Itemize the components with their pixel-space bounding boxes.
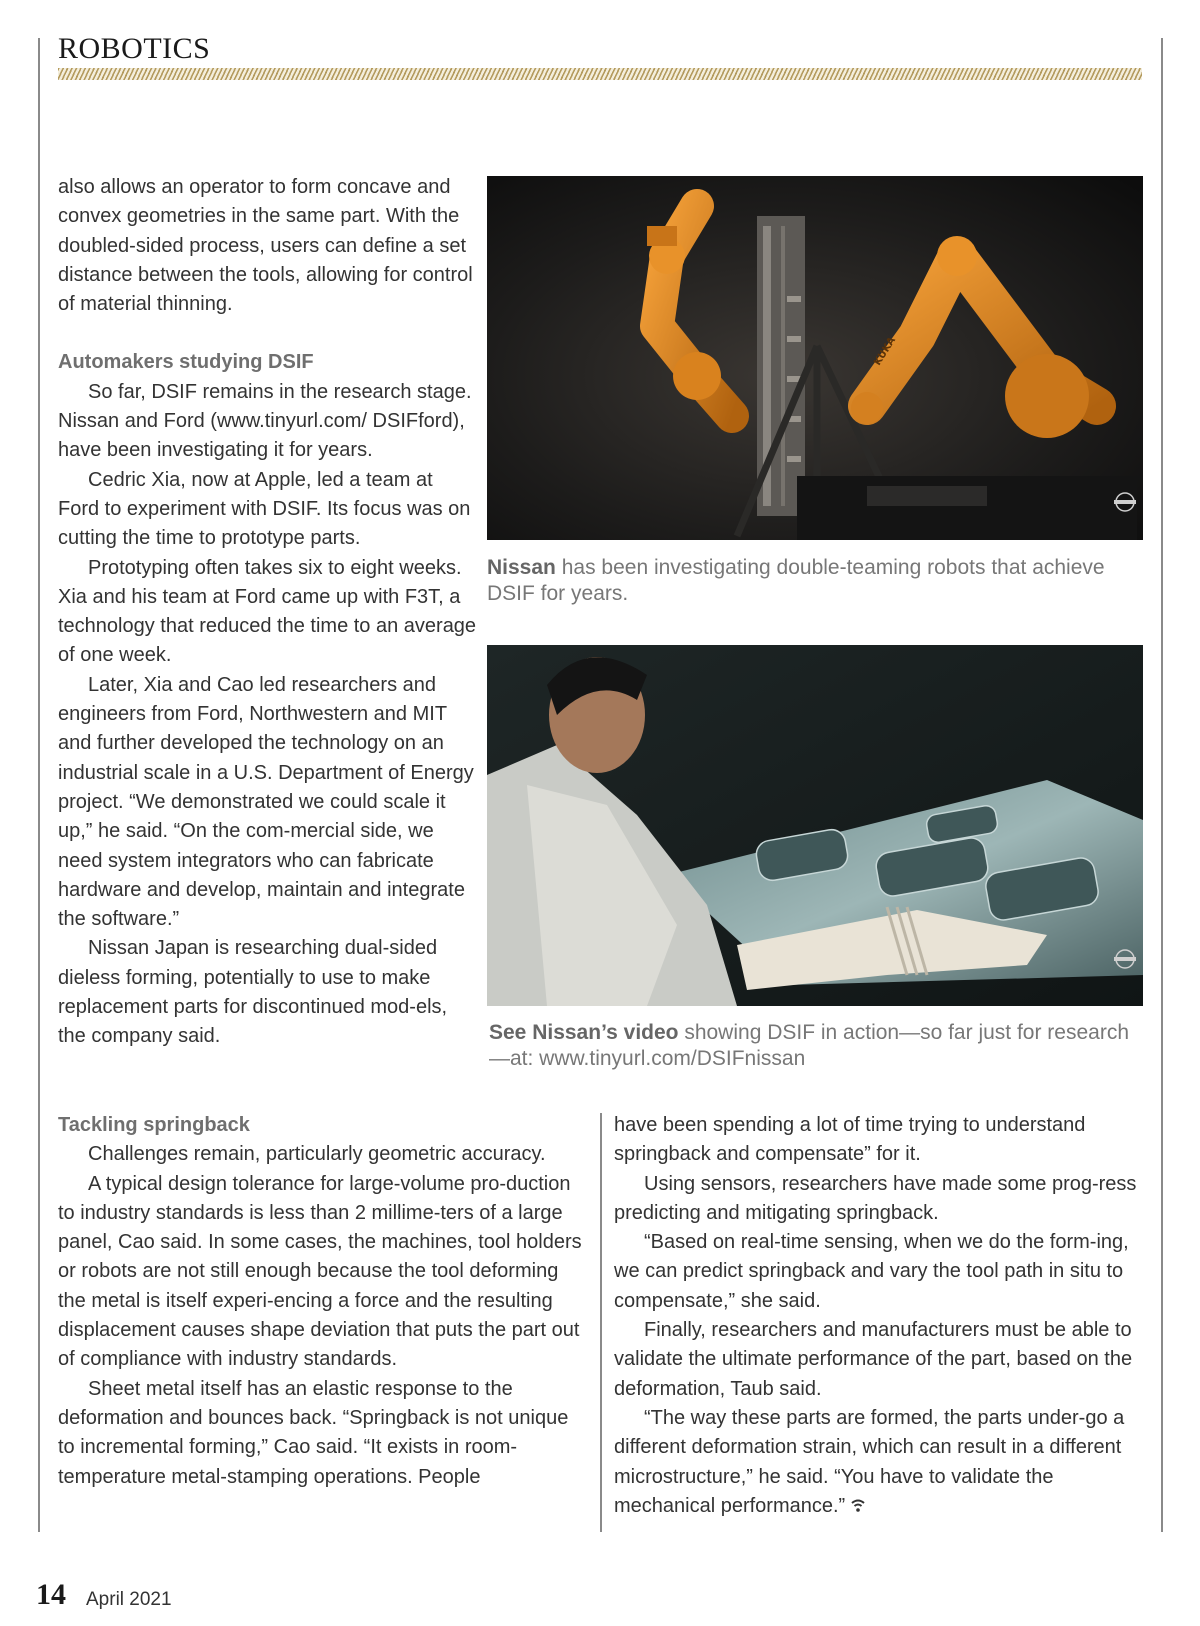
photo2-caption	[489, 1020, 1149, 1072]
worker-photo	[487, 645, 1143, 1006]
closing-text: “The way these parts are formed, the parts under-go a different deformation strain, which can result in a different microstructure,” he said. “You have to validate the mechanical performance.”	[614, 1406, 1125, 1517]
body-paragraph: Cedric Xia, now at Apple, led a team at Ford to experiment with DSIF. Its focus was on cutting the time to prototype parts.	[58, 468, 471, 550]
body-paragraph: Later, Xia and Cao led researchers and engineers from Ford, Northwestern and MIT and further developed the technology on an industrial scale in a U.S. Department of Energy project. “We demonstrated we could scale it up,” he said. “On the com-mercial side, we need system integrators who can fabricate hardware and develop, maintain and integrate the software.”	[58, 673, 474, 931]
subheading-springback: Tackling springback	[58, 1114, 250, 1136]
caption-bold: Nissan	[487, 556, 556, 579]
left-margin-rule	[38, 38, 40, 1532]
article-column-bottom-right	[614, 1111, 1152, 1521]
body-paragraph: Nissan Japan is researching dual-sided dieless forming, potentially to use to make replacement parts for discontinued mod-els, the company said.	[58, 937, 448, 1048]
caption-bold: See Nissan’s video	[489, 1021, 679, 1044]
caption-text: has been investigating double-teaming robots that achieve DSIF for years.	[487, 556, 1105, 605]
page-number: 14	[36, 1578, 66, 1611]
body-paragraph: So far, DSIF remains in the research stage. Nissan and Ford (www.tinyurl.com/ DSIFford), have been investigating it for years.	[58, 380, 472, 462]
caption-text: showing DSIF in action—so far just for research—at: www.tinyurl.com/DSIFnissan	[489, 1021, 1129, 1070]
body-paragraph: Using sensors, researchers have made some prog-ress predicting and mitigating springback.	[614, 1172, 1137, 1224]
section-header-band	[58, 68, 1142, 80]
article-column-bottom-left	[58, 1111, 588, 1492]
kuka-label: KUKA	[872, 335, 899, 368]
continuation-paragraph: have been spending a lot of time trying to understand springback and compensate” for it.	[614, 1114, 1086, 1166]
right-margin-rule	[1161, 38, 1163, 1532]
issue-date: April 2021	[86, 1589, 172, 1610]
photo1-caption	[487, 555, 1147, 607]
column-divider	[600, 1113, 602, 1532]
article-column-1	[58, 173, 478, 1052]
body-paragraph: Sheet metal itself has an elastic response to the deformation and bounces back. “Springback is not unique to incremental forming,” Cao said. “It exists in room-temperature metal-stamping operations. People	[58, 1377, 569, 1488]
body-paragraph: Challenges remain, particularly geometric accuracy.	[88, 1143, 546, 1166]
intro-paragraph: also allows an operator to form concave and convex geometries in the same part. With the doubled-sided process, users can define a set distance between the tools, allowing for control of material thinning.	[58, 176, 473, 316]
body-paragraph: A typical design tolerance for large-volume pro-duction to industry standards is less than 2 millime-ters of a large panel, Cao said. In some cases, the machines, tool holders or robots are not still enough because the tool deforming the metal is itself experi-encing a force and the resulting displacement causes shape deviation that puts the part out of compliance with industry standards.	[58, 1172, 582, 1371]
body-paragraph: Finally, researchers and manufacturers must be able to validate the ultimate performance of the part, based on the deformation, Taub said.	[614, 1319, 1133, 1400]
subheading-automakers: Automakers studying DSIF	[58, 351, 314, 374]
body-paragraph: Prototyping often takes six to eight weeks. Xia and his team at Ford came up with F3T, a technology that reduced the time to an average of one week.	[58, 556, 477, 667]
section-title: ROBOTICS	[58, 32, 211, 65]
robots-photo	[487, 176, 1143, 540]
body-paragraph: “Based on real-time sensing, when we do the form-ing, we can predict springback and vary the tool path in situ to compensate,” she said.	[614, 1231, 1129, 1312]
end-mark-icon	[851, 1499, 865, 1513]
body-paragraph	[614, 1404, 1152, 1521]
